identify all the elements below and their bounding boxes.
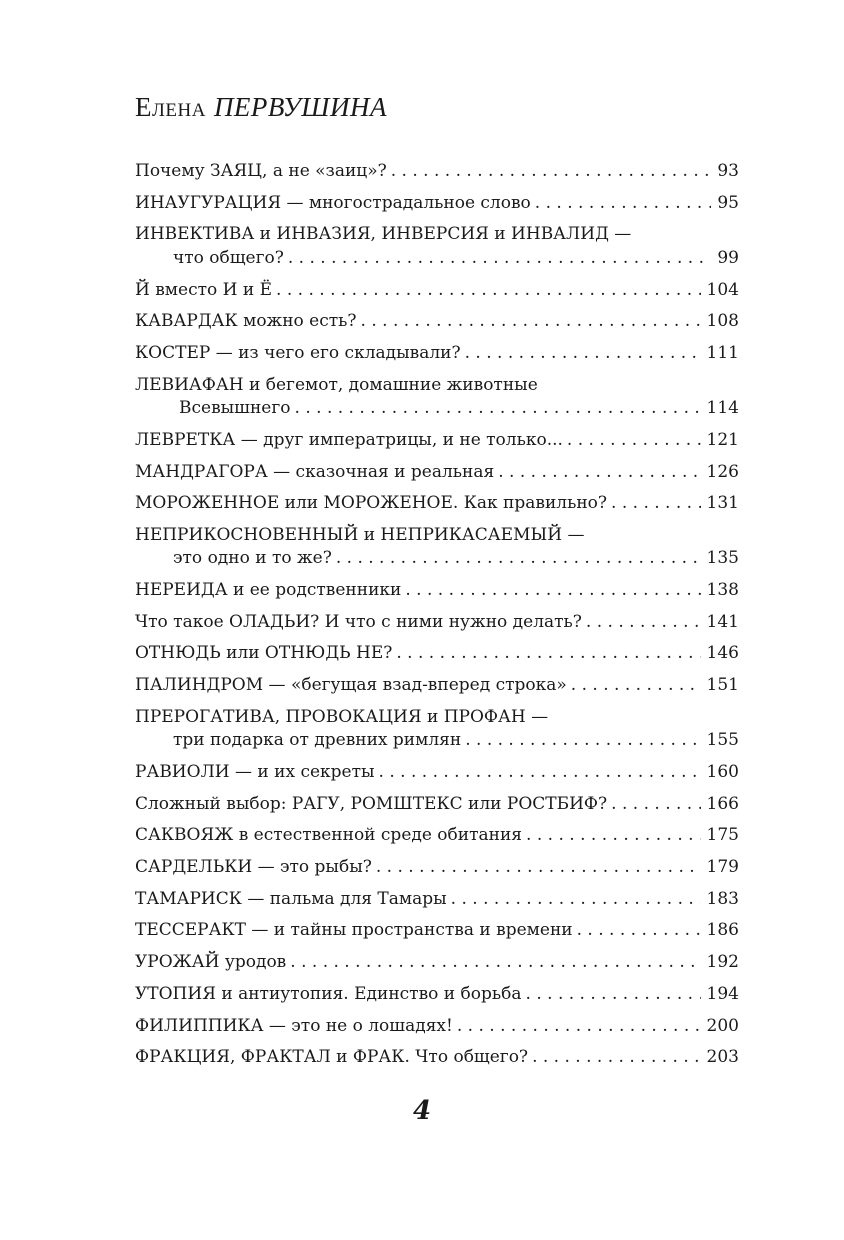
toc-entry: [135, 429, 739, 453]
table-of-contents: [135, 160, 739, 1078]
dot-leader: [295, 397, 701, 421]
toc-entry-title: ИНАУГУРАЦИЯ — многострадальное слово: [135, 192, 531, 213]
toc-entry: [135, 706, 739, 753]
dot-leader: [465, 729, 700, 753]
toc-entry-title: ТЕССЕРАКТ — и тайны пространства и времени: [135, 920, 573, 941]
toc-entry: [135, 888, 739, 912]
toc-entry-title-continued: Всевышнего: [179, 398, 291, 419]
toc-entry: [135, 310, 739, 334]
dot-leader: [405, 579, 700, 603]
toc-entry-title: ИНВЕКТИВА и ИНВАЗИЯ, ИНВЕРСИЯ и ИНВАЛИД —: [135, 224, 632, 245]
toc-entry-title: МАНДРАГОРА — сказочная и реальная: [135, 461, 495, 482]
toc-entry: [135, 1046, 739, 1070]
dot-leader: [571, 674, 701, 698]
toc-entry-page-number: 203: [706, 1047, 739, 1068]
author-last-name: ПЕРВУШИНА: [213, 92, 387, 122]
toc-entry-title-continued: что общего?: [173, 247, 284, 268]
toc-entry-title: ОТНЮДЬ или ОТНЮДЬ НЕ?: [135, 643, 393, 664]
toc-entry-title: КОСТЕР — из чего его складывали?: [135, 342, 461, 363]
toc-entry-title: РАВИОЛИ — и их секреты: [135, 762, 375, 782]
toc-entry: [135, 611, 739, 635]
toc-entry-page-number: 93: [717, 161, 739, 181]
toc-entry: [135, 856, 739, 880]
dot-leader: [535, 192, 712, 216]
toc-entry-page-number: 111: [706, 342, 739, 363]
toc-entry-line: [135, 397, 739, 421]
toc-entry: [135, 192, 739, 216]
toc-entry: [135, 160, 739, 184]
toc-entry-line: [135, 1046, 739, 1070]
toc-entry-line: [135, 160, 739, 184]
toc-entry-page-number: 141: [706, 611, 739, 632]
toc-entry-page-number: 194: [706, 983, 739, 1004]
toc-entry-page-number: 108: [706, 311, 739, 332]
toc-entry-line: [135, 919, 739, 943]
toc-entry: [135, 674, 739, 698]
dot-leader: [586, 611, 701, 635]
dot-leader: [361, 310, 701, 334]
toc-entry: [135, 793, 739, 817]
toc-entry-line: [135, 247, 739, 271]
toc-entry-page-number: 131: [706, 493, 739, 514]
toc-entry-title: НЕПРИКОСНОВЕННЫЙ и НЕПРИКАСАЕМЫЙ —: [135, 524, 585, 545]
toc-entry-page-number: 186: [706, 920, 739, 941]
toc-entry-title: САРДЕЛЬКИ — это рыбы?: [135, 857, 372, 878]
toc-entry-page-number: 155: [706, 730, 739, 751]
author-first-name: Елена: [135, 92, 206, 122]
dot-leader: [611, 492, 701, 516]
toc-entry-title: САКВОЯЖ в естественной среде обитания: [135, 825, 523, 846]
toc-entry-line: [135, 793, 739, 817]
toc-entry: [135, 983, 739, 1007]
toc-entry-title: ФИЛИППИКА — это не о лошадях!: [135, 1015, 453, 1036]
dot-leader: [567, 429, 701, 453]
dot-leader: [379, 761, 701, 785]
toc-entry-page-number: 183: [706, 888, 739, 909]
toc-entry-line: [135, 611, 739, 635]
toc-entry: [135, 579, 739, 603]
toc-entry-title-continued: три подарка от древних римлян: [173, 730, 462, 751]
toc-entry-title: ПАЛИНДРОМ — «бегущая взад-вперед строка»: [135, 675, 567, 696]
dot-leader: [288, 247, 711, 271]
toc-entry-line: [135, 223, 739, 247]
dot-leader: [577, 919, 701, 943]
toc-entry-page-number: 135: [706, 548, 739, 569]
dot-leader: [611, 793, 700, 817]
toc-entry: [135, 374, 739, 421]
toc-entry: [135, 279, 739, 303]
toc-entry-line: [135, 342, 739, 366]
toc-entry: [135, 761, 739, 785]
toc-entry-page-number: 95: [717, 192, 739, 213]
dot-leader: [290, 951, 700, 975]
toc-entry: [135, 919, 739, 943]
toc-entry-line: [135, 429, 739, 453]
toc-entry-line: [135, 1015, 739, 1039]
toc-entry-page-number: 138: [706, 580, 739, 601]
dot-leader: [276, 279, 701, 303]
dot-leader: [336, 547, 701, 571]
toc-entry-page-number: 192: [706, 952, 739, 973]
dot-leader: [376, 856, 701, 880]
page-number: 4: [412, 1096, 432, 1126]
dot-leader: [457, 1015, 701, 1039]
dot-leader: [526, 983, 701, 1007]
toc-entry-title: Что такое ОЛАДЬИ? И что с ними нужно делать?: [135, 611, 582, 632]
toc-entry-title: ЛЕВРЕТКА — друг императрицы, и не только...: [135, 429, 563, 450]
toc-entry-line: [135, 642, 739, 666]
toc-entry: [135, 824, 739, 848]
toc-entry-title: МОРОЖЕННОЕ или МОРОЖЕНОЕ. Как правильно?: [135, 493, 608, 514]
toc-entry: [135, 461, 739, 485]
dot-leader: [526, 824, 701, 848]
toc-entry-line: [135, 951, 739, 975]
toc-entry: [135, 492, 739, 516]
dot-leader: [391, 160, 712, 184]
toc-entry-line: [135, 983, 739, 1007]
toc-entry-page-number: 151: [706, 675, 739, 696]
toc-entry-line: [135, 374, 739, 398]
toc-entry: [135, 1015, 739, 1039]
toc-entry-title: Почему ЗАЯЦ, а не «заиц»?: [135, 161, 387, 181]
toc-entry-title: НЕРЕИДА и ее родственники: [135, 580, 402, 601]
toc-entry-page-number: 99: [717, 247, 739, 268]
toc-entry-page-number: 114: [706, 398, 739, 419]
toc-entry-page-number: 166: [706, 793, 739, 814]
toc-entry-page-number: 121: [706, 429, 739, 450]
toc-entry-line: [135, 192, 739, 216]
toc-entry-page-number: 146: [706, 643, 739, 664]
toc-entry-title: УРОЖАЙ уродов: [135, 952, 287, 973]
toc-entry-page-number: 160: [706, 762, 739, 782]
toc-entry-title: Й вместо И и Ё: [135, 279, 273, 300]
toc-entry-title-continued: это одно и то же?: [173, 548, 332, 569]
toc-entry-page-number: 179: [706, 857, 739, 878]
toc-entry-page-number: 126: [706, 461, 739, 482]
toc-entry: [135, 524, 739, 571]
toc-entry-line: [135, 856, 739, 880]
toc-entry-title: ПРЕРОГАТИВА, ПРОВОКАЦИЯ и ПРОФАН —: [135, 706, 549, 727]
toc-entry-line: [135, 824, 739, 848]
toc-entry-line: [135, 524, 739, 548]
toc-entry-line: [135, 761, 739, 785]
toc-entry-line: [135, 579, 739, 603]
dot-leader: [451, 888, 701, 912]
toc-entry: [135, 223, 739, 270]
toc-entry-line: [135, 888, 739, 912]
toc-entry-line: [135, 279, 739, 303]
toc-entry-page-number: 200: [706, 1015, 739, 1036]
toc-entry-line: [135, 492, 739, 516]
toc-entry-line: [135, 461, 739, 485]
toc-entry-title: ТАМАРИСК — пальма для Тамары: [135, 888, 447, 909]
toc-entry-title: КАВАРДАК можно есть?: [135, 311, 357, 332]
toc-entry-page-number: 175: [706, 825, 739, 846]
toc-entry-line: [135, 674, 739, 698]
toc-entry-title: ЛЕВИАФАН и бегемот, домашние животные: [135, 374, 538, 395]
dot-leader: [396, 642, 700, 666]
toc-entry-line: [135, 310, 739, 334]
toc-entry-title: Сложный выбор: РАГУ, РОМШТЕКС или РОСТБИФ?: [135, 793, 608, 814]
running-header: [135, 92, 387, 123]
toc-entry-line: [135, 729, 739, 753]
toc-entry: [135, 342, 739, 366]
dot-leader: [465, 342, 701, 366]
toc-entry: [135, 951, 739, 975]
toc-entry-title: ФРАКЦИЯ, ФРАКТАЛ и ФРАК. Что общего?: [135, 1047, 529, 1068]
toc-entry-line: [135, 706, 739, 730]
dot-leader: [532, 1046, 700, 1070]
dot-leader: [498, 461, 700, 485]
toc-entry: [135, 642, 739, 666]
toc-entry-page-number: 104: [706, 279, 739, 300]
toc-entry-line: [135, 547, 739, 571]
toc-entry-title: УТОПИЯ и антиутопия. Единство и борьба: [135, 983, 522, 1004]
